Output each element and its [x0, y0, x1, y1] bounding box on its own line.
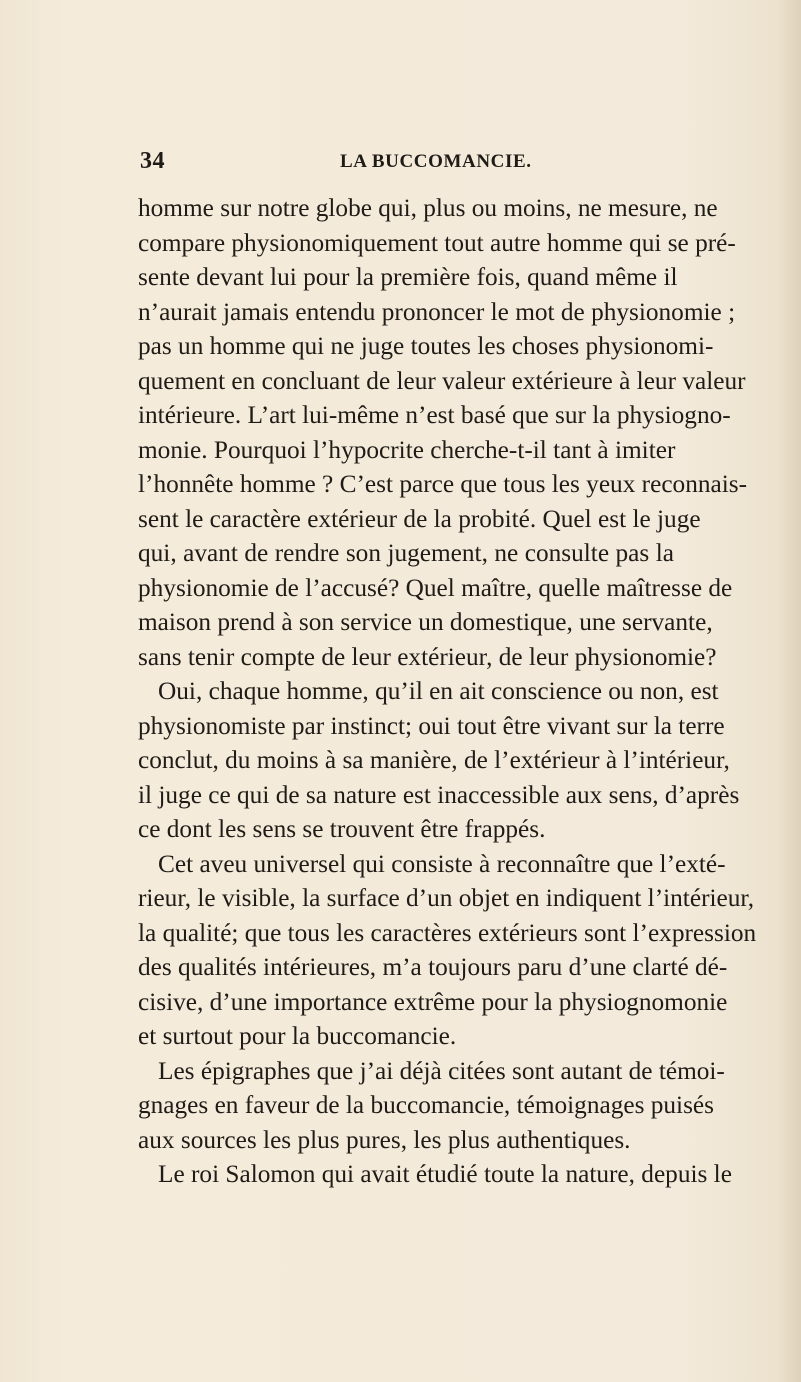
text-line: il juge ce qui de sa nature est inaccessible aux sens, d’après	[138, 780, 740, 809]
paragraph-start-line: Les épigraphes que j’ai déjà citées sont autant de témoi-	[158, 1056, 725, 1085]
body-text	[138, 191, 757, 1192]
paragraph-start-line: Cet aveu universel qui consiste à reconnaître que l’exté-	[158, 849, 726, 878]
text-line: qui, avant de rendre son jugement, ne consulte pas la	[138, 539, 674, 567]
page-number: 34	[140, 148, 165, 174]
text-line: homme sur notre globe qui, plus ou moins, ne mesure, ne	[138, 194, 718, 222]
text-line: physionomiste par instinct; oui tout être vivant sur la terre	[138, 711, 725, 740]
text-line: sent le caractère extérieur de la probité. Quel est le juge	[138, 504, 701, 533]
paragraph-start-line: Oui, chaque homme, qu’il en ait conscience ou non, est	[158, 677, 719, 705]
text-line: quement en concluant de leur valeur extérieure à leur valeur	[138, 366, 746, 395]
text-line: intérieure. L’art lui-même n’est basé que sur la physiogno-	[138, 401, 731, 429]
text-line: et surtout pour la buccomancie.	[138, 1022, 457, 1050]
text-line: physionomie de l’accusé? Quel maître, quelle maîtresse de	[138, 573, 733, 602]
text-line: gnages en faveur de la buccomancie, témoignages puisés	[138, 1091, 714, 1119]
paragraph-start-line: Le roi Salomon qui avait étudié toute la nature, depuis le	[158, 1160, 732, 1188]
text-line: l’honnête homme ? C’est parce que tous les yeux reconnais-	[138, 470, 748, 498]
running-head	[0, 148, 801, 178]
text-line: conclut, du moins à sa manière, de l’extérieur à l’intérieur,	[138, 746, 730, 774]
text-line: ce dont les sens se trouvent être frappés.	[138, 815, 546, 843]
text-line: des qualités intérieures, m’a toujours paru d’une clarté dé-	[138, 953, 728, 981]
text-line: cisive, d’une importance extrême pour la physiognomonie	[138, 987, 728, 1016]
text-line: la qualité; que tous les caractères extérieurs sont l’expression	[138, 918, 757, 947]
text-line: n’aurait jamais entendu prononcer le mot de physionomie ;	[138, 297, 736, 326]
text-line: aux sources les plus pures, les plus authentiques.	[138, 1125, 631, 1154]
text-line: maison prend à son service un domestique, une servante,	[138, 608, 713, 636]
text-line: compare physionomiquement tout autre homme qui se pré-	[138, 228, 736, 257]
text-line: sente devant lui pour la première fois, quand même il	[138, 263, 678, 291]
running-title: LA BUCCOMANCIE.	[340, 151, 532, 172]
text-line: monie. Pourquoi l’hypocrite cherche-t-il tant à imiter	[138, 435, 676, 464]
text-line: rieur, le visible, la surface d’un objet en indiquent l’intérieur,	[138, 884, 755, 912]
text-line: sans tenir compte de leur extérieur, de leur physionomie?	[138, 642, 717, 671]
text-line: pas un homme qui ne juge toutes les choses physionomi-	[138, 332, 714, 360]
